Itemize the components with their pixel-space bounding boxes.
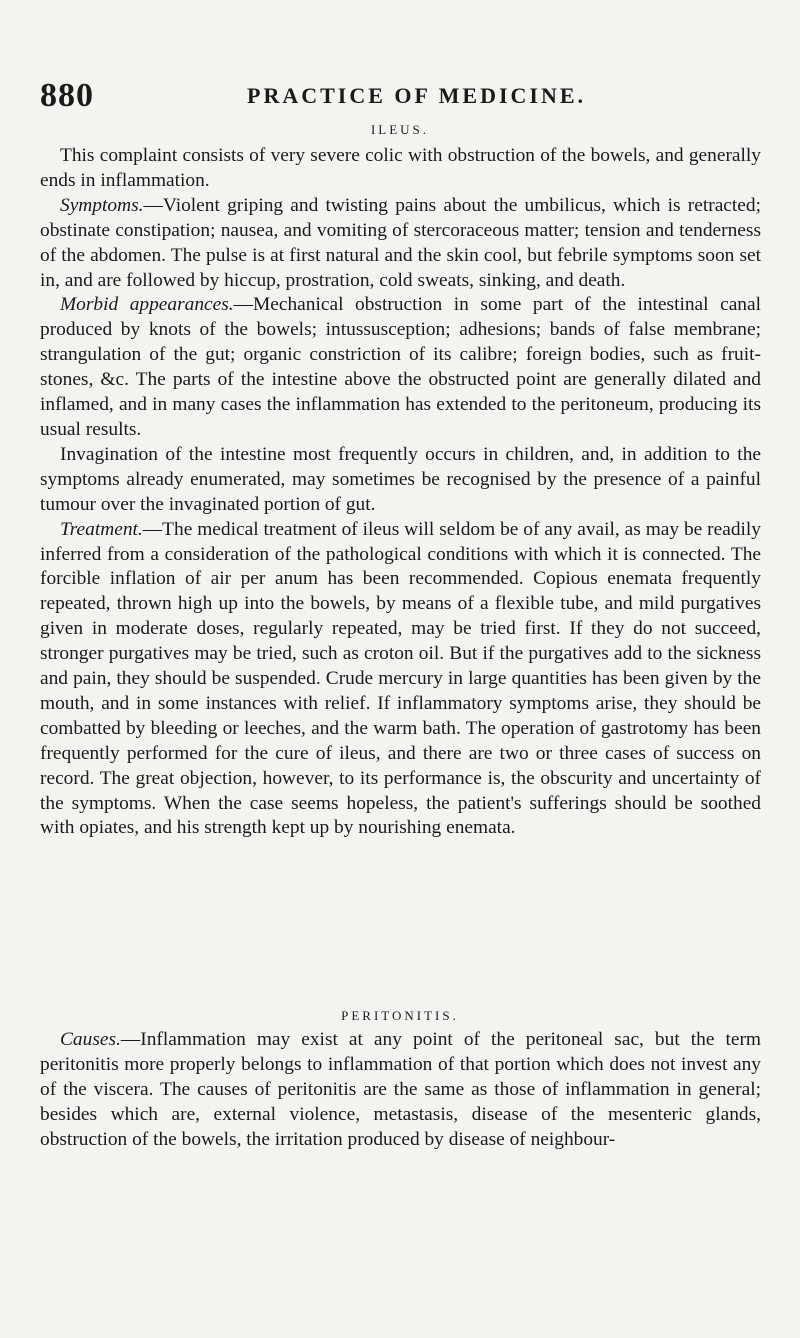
book-title: PRACTICE OF MEDICINE. xyxy=(247,83,587,108)
paragraph-text: —Mechanical obstruction in some part of the intestinal canal produced by knots of the bowels; intussusception; adhesions; bands of false membrane; strangulation of the gut; organic constriction of its calibre; foreign bodies, such as fruit-stones, &c. The parts of the intestine above the obstructed point are generally dilated and inflamed, and in many cases the inflammation has extended to the peritoneum, producing its usual results. xyxy=(40,294,761,440)
paragraph-text: —The medical treatment of ileus will seldom be of any avail, as may be readily inferred from a consideration of the pathological conditions with which it is connected. The forcible inflation of air per anum has been recommended. Copious enemata frequently repeated, thrown high up into the bowels, by means of a flexible tube, and mild purgatives given in moderate doses, regularly repeated, may be tried first. If they do not succeed, stronger purgatives may be tried, such as croton oil. But if the purgatives add to the sickness and pain, they should be suspended. Crude mercury in large quantities has been given by the mouth, and in some instances with relief. If inflammatory symptoms arise, they should be combatted by bleeding or leeches, and the warm bath. The operation of gastrotomy has been frequently performed for the cure of ileus, and there are two or three cases of success on record. The great objection, however, to its performance is, the obscurity and uncertainty of the symptoms. When the case seems hopeless, the patient's sufferings should be soothed with opiates, and his strength kept up by nourishing enemata. xyxy=(40,518,761,839)
section-heading-peritonitis: PERITONITIS. xyxy=(341,1008,459,1023)
paragraph-lead: Treatment. xyxy=(60,518,143,540)
paragraph-text: —Inflammation may exist at any point of the peritoneal sac, but the term peritonitis more properly belongs to inflammation of that portion which does not invest any of the viscera. The causes of peritonitis are the same as those of inflammation in general; besides which are, external violence, metastasis, disease of the mesenteric glands, obstruction of the bowels, the irritation produced by disease of neighbour- xyxy=(40,1029,761,1150)
paragraph-text: —Violent griping and twisting pains about the umbilicus, which is retracted; obstinate constipation; nausea, and vomiting of stercoraceous matter; tension and tenderness of the abdomen. The pulse is at first natural and the skin cool, but febrile symptoms soon set in, and are followed by hiccup, prostration, cold sweats, sinking, and death. xyxy=(40,194,761,291)
paragraph-intro xyxy=(40,144,761,194)
section-heading-ileus: ILEUS. xyxy=(370,122,430,137)
paragraph-symptoms xyxy=(40,194,761,294)
paragraph-invagination xyxy=(40,443,761,518)
paragraph-lead: Morbid appearances. xyxy=(60,294,234,316)
paragraph-lead: Causes. xyxy=(60,1029,121,1050)
paragraph-lead: Symptoms. xyxy=(60,194,144,216)
running-head xyxy=(40,76,760,116)
ileus-section-body xyxy=(40,144,761,841)
paragraph-text: Invagination of the intestine most frequently occurs in children, and, in addition to the symptoms already enumerated, may sometimes be recognised by the presence of a painful tumour over the invaginated portion of gut. xyxy=(40,443,761,515)
paragraph-causes xyxy=(40,1028,761,1153)
paragraph-treatment xyxy=(40,518,761,842)
paragraph-morbid-appearances xyxy=(40,293,761,442)
page-number: 880 xyxy=(40,77,94,114)
paragraph-text: This complaint consists of very severe colic with obstruction of the bowels, and generally ends in inflammation. xyxy=(40,145,761,191)
peritonitis-section-body xyxy=(40,1028,761,1153)
